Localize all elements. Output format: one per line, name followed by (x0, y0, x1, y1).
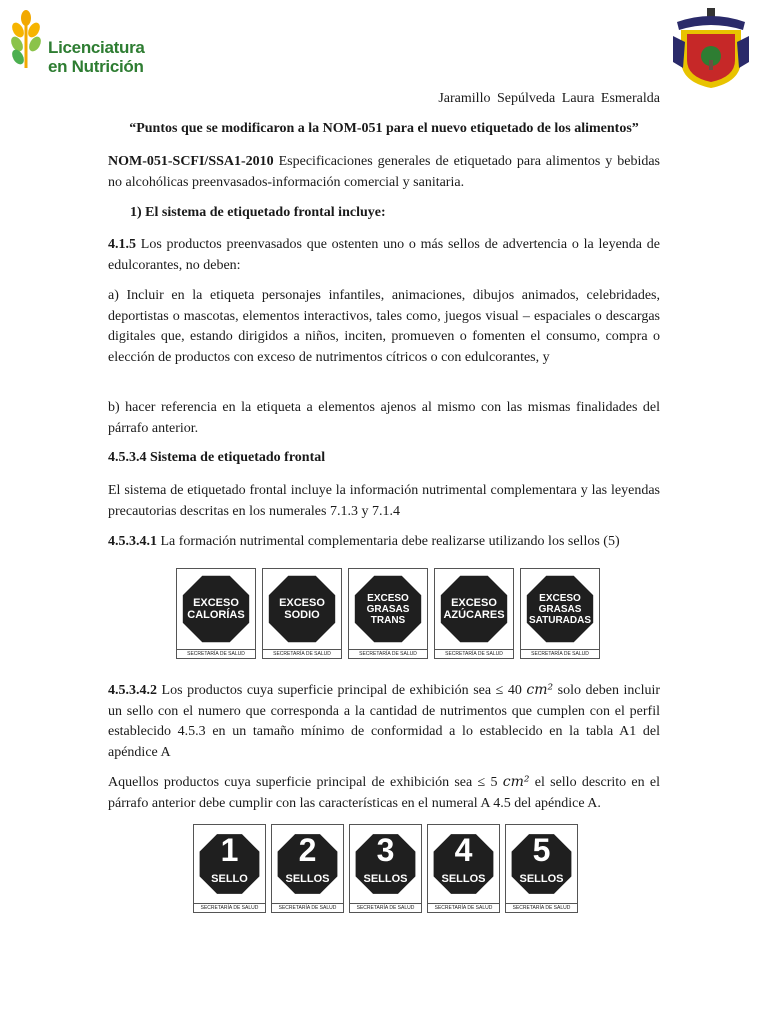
paragraph-aquellos (108, 772, 660, 814)
seal-count-number: 3 (376, 832, 395, 868)
item-b: b) hacer referencia en la etiqueta a elementos ajenos al mismo con las mismas finalidades del párrafo anterior. (108, 400, 660, 436)
seal-footer: SECRETARÍA DE SALUD (506, 903, 577, 912)
seal-count-number: 2 (298, 832, 317, 868)
seal-footer: SECRETARÍA DE SALUD (272, 903, 343, 912)
logo-line1: Licenciatura (48, 38, 145, 57)
heading-4-5-3-4: 4.5.3.4 Sistema de etiquetado frontal (108, 450, 326, 465)
warning-seal-label: EXCESO GRASAS SATURADAS (528, 592, 592, 626)
seal-count-label: SELLOS (519, 873, 564, 885)
seal-footer: SECRETARÍA DE SALUD (263, 649, 341, 658)
number-seal (271, 824, 344, 913)
warning-seal-label: EXCESO SODIO (279, 597, 325, 621)
clause-number: 4.5.3.4.1 (108, 534, 157, 549)
seal-count-label: SELLO (211, 873, 248, 885)
warning-seal-label: EXCESO GRASAS TRANS (366, 592, 410, 626)
intro-text: Especificaciones generales de etiquetado para alimentos y bebidas no alcohólicas preenvasados-información comercial y sanitaria. (108, 154, 661, 190)
seal-footer: SECRETARÍA DE SALUD (428, 903, 499, 912)
warning-seal (262, 568, 342, 659)
unit-cm2: cm² (502, 774, 530, 790)
seal-count-number: 5 (532, 832, 551, 868)
seal-footer: SECRETARÍA DE SALUD (435, 649, 513, 658)
clause-text: La formación nutrimental complementaria debe realizarse utilizando los sellos (5) (160, 534, 620, 549)
warning-seals-row (176, 568, 606, 659)
university-seal-icon (671, 8, 751, 90)
licenciatura-logo (8, 10, 158, 80)
number-seal (505, 824, 578, 913)
warning-seal-label: EXCESO CALORÍAS (187, 597, 245, 621)
number-seals-row (193, 824, 583, 913)
author-name: Jaramillo Sepúlveda Laura Esmeralda (438, 91, 660, 106)
seal-footer: SECRETARÍA DE SALUD (350, 903, 421, 912)
nom-code: NOM-051-SCFI/SSA1-2010 (108, 154, 274, 169)
seal-count-label: SELLOS (363, 873, 408, 885)
intro-paragraph (108, 152, 660, 193)
seal-footer: SECRETARÍA DE SALUD (177, 649, 255, 658)
section-heading-1: 1) El sistema de etiquetado frontal incluye: (130, 205, 386, 220)
paragraph-4-5-3-4-2 (108, 680, 660, 763)
wheat-icon (8, 10, 44, 70)
clause-text-a: Los productos cuya superficie principal de exhibición sea ≤ 40 (161, 683, 522, 698)
warning-seal (176, 568, 256, 659)
seal-count-label: SELLOS (441, 873, 486, 885)
document-title: “Puntos que se modificaron a la NOM-051 para el nuevo etiquetado de los alimentos” (129, 121, 639, 136)
seal-footer: SECRETARÍA DE SALUD (521, 649, 599, 658)
unit-cm2: cm² (526, 682, 554, 698)
aquellos-text-b: el sello descrito en el párrafo anterior debe cumplir con las características en el numeral A 4.5 del apéndice A. (108, 775, 661, 811)
warning-seal (520, 568, 600, 659)
clause-text: Los productos preenvasados que ostenten uno o más sellos de advertencia o la leyenda de edulcorantes, no deben: (108, 237, 660, 273)
clause-number: 4.5.3.4.2 (108, 683, 157, 698)
warning-seal (434, 568, 514, 659)
seal-count-number: 4 (454, 832, 473, 868)
item-a: a) Incluir en la etiqueta personajes infantiles, animaciones, dibujos animados, celebridades, deportistas o mascotas, elementos interactivos, tales como, juegos visual – espaciales o descargas digitales que, estando dirigidos a niños, inciten, promueven o fomenten el consumo, compra o elección de productos con exceso de nutrimentos cítricos o con edulcorantes, y (108, 288, 660, 365)
logo-line2: en Nutrición (48, 57, 144, 76)
clause-text-b: solo deben incluir un sello con el numero que corresponda a la cantidad de nutrimentos que cumplen con el perfil establecido 4.5.3 en un tamaño mínimo de conformidad a lo establecido en la tabla A1 del apéndice A (108, 683, 661, 760)
paragraph-4-1-5 (108, 235, 660, 276)
number-seal (193, 824, 266, 913)
number-seal (349, 824, 422, 913)
number-seal (427, 824, 500, 913)
seal-count-label: SELLOS (285, 873, 330, 885)
seal-footer: SECRETARÍA DE SALUD (349, 649, 427, 658)
warning-seal (348, 568, 428, 659)
clause-number: 4.1.5 (108, 237, 136, 252)
paragraph-4-5-3-4-1 (108, 532, 660, 553)
seal-footer: SECRETARÍA DE SALUD (194, 903, 265, 912)
aquellos-text-a: Aquellos productos cuya superficie principal de exhibición sea ≤ 5 (108, 775, 498, 790)
paragraph-4-5-3-4: El sistema de etiquetado frontal incluye la información nutrimental complementara y las leyendas precautorias descritas en los numerales 7.1.3 y 7.1.4 (108, 483, 660, 519)
seal-count-number: 1 (220, 832, 239, 868)
warning-seal-label: EXCESO AZÚCARES (443, 597, 505, 621)
